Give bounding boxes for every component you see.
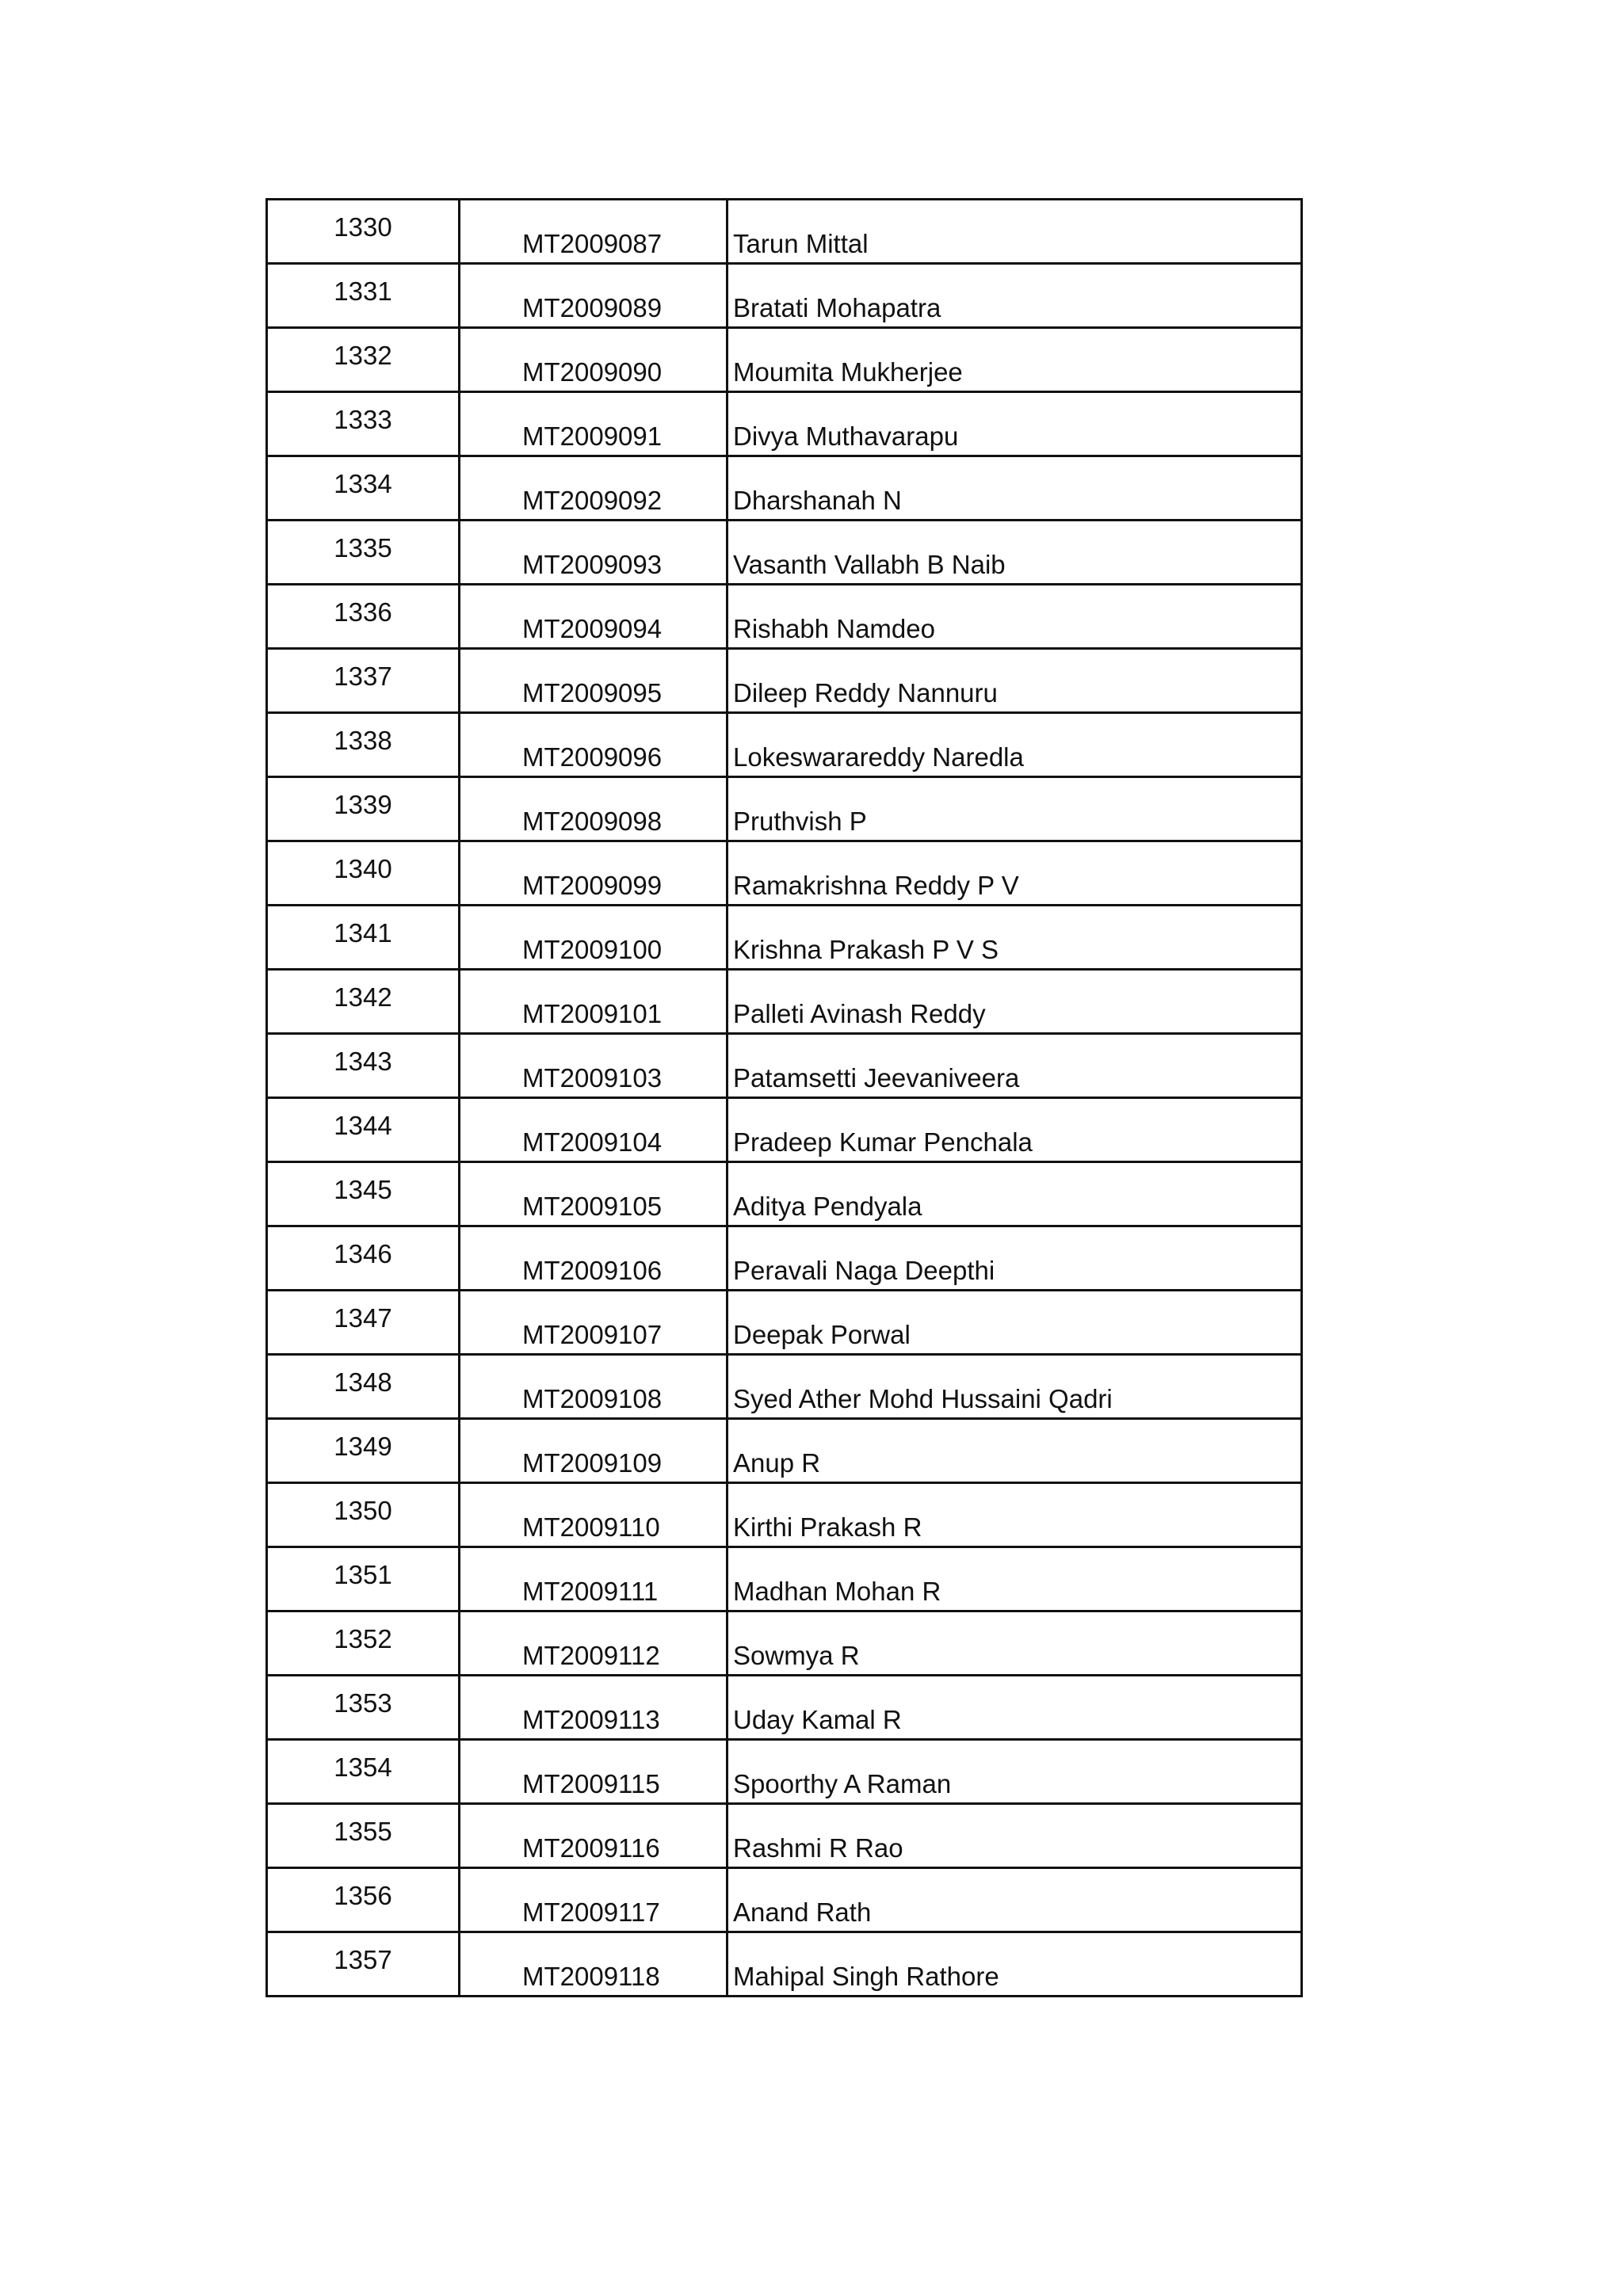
table-row	[267, 1034, 1302, 1098]
student-name-text: Uday Kamal R	[733, 1705, 902, 1734]
roll-number-cell	[460, 392, 727, 456]
roll-number-cell	[460, 200, 727, 264]
student-name-cell	[727, 1162, 1302, 1226]
roll-number-cell	[460, 456, 727, 521]
serial-number-text: 1334	[334, 469, 392, 498]
roll-number-text: MT2009115	[522, 1769, 660, 1798]
roll-number-cell	[460, 1547, 727, 1611]
student-name-text: Kirthi Prakash R	[733, 1512, 922, 1542]
serial-number-text: 1350	[334, 1496, 392, 1525]
serial-number-cell	[267, 392, 460, 456]
table-row	[267, 585, 1302, 649]
roll-number-text: MT2009090	[522, 357, 663, 387]
table-row	[267, 392, 1302, 456]
student-name-cell	[727, 1291, 1302, 1355]
serial-number-cell	[267, 1291, 460, 1355]
serial-number-cell	[267, 1676, 460, 1740]
student-name-text: Palleti Avinash Reddy	[733, 999, 986, 1028]
student-name-cell	[727, 906, 1302, 970]
table-row	[267, 1547, 1302, 1611]
serial-number-cell	[267, 328, 460, 392]
serial-number-text: 1344	[334, 1111, 392, 1140]
student-name-cell	[727, 264, 1302, 328]
roll-number-text: MT2009099	[522, 871, 663, 900]
roll-number-cell	[460, 713, 727, 777]
serial-number-cell	[267, 1483, 460, 1547]
serial-number-text: 1347	[334, 1303, 392, 1333]
roll-number-cell	[460, 328, 727, 392]
student-name-text: Mahipal Singh Rathore	[733, 1962, 999, 1991]
student-roster-table	[265, 198, 1303, 1997]
student-name-text: Lokeswarareddy Naredla	[733, 742, 1024, 772]
student-name-cell	[727, 777, 1302, 841]
document-page	[265, 198, 1300, 1997]
table-row	[267, 713, 1302, 777]
student-name-text: Spoorthy A Raman	[733, 1769, 952, 1798]
student-name-text: Patamsetti Jeevaniveera	[733, 1063, 1020, 1093]
serial-number-cell	[267, 1804, 460, 1868]
roll-number-cell	[460, 1676, 727, 1740]
serial-number-text: 1333	[334, 405, 392, 434]
roll-number-text: MT2009092	[522, 486, 663, 515]
student-name-text: Madhan Mohan R	[733, 1577, 941, 1606]
table-row	[267, 200, 1302, 264]
roll-number-text: MT2009093	[522, 550, 663, 579]
roll-number-cell	[460, 1162, 727, 1226]
student-name-text: Pradeep Kumar Penchala	[733, 1127, 1033, 1157]
student-name-cell	[727, 1932, 1302, 1997]
serial-number-cell	[267, 1162, 460, 1226]
table-row	[267, 1676, 1302, 1740]
table-row	[267, 1162, 1302, 1226]
student-name-cell	[727, 841, 1302, 906]
student-name-cell	[727, 1804, 1302, 1868]
table-row	[267, 1355, 1302, 1419]
student-name-text: Ramakrishna Reddy P V	[733, 871, 1019, 900]
student-name-cell	[727, 456, 1302, 521]
student-name-text: Tarun Mittal	[733, 229, 869, 258]
serial-number-cell	[267, 1932, 460, 1997]
student-name-text: Anand Rath	[733, 1897, 872, 1927]
serial-number-cell	[267, 970, 460, 1034]
roll-number-cell	[460, 1098, 727, 1162]
serial-number-cell	[267, 649, 460, 713]
roll-number-cell	[460, 1291, 727, 1355]
serial-number-text: 1341	[334, 918, 392, 948]
table-row	[267, 1419, 1302, 1483]
serial-number-cell	[267, 585, 460, 649]
serial-number-text: 1352	[334, 1624, 392, 1653]
roll-number-text: MT2009103	[522, 1063, 663, 1093]
student-name-text: Pruthvish P	[733, 807, 867, 836]
student-name-cell	[727, 1868, 1302, 1932]
serial-number-text: 1346	[334, 1239, 392, 1268]
serial-number-text: 1330	[334, 212, 392, 242]
roll-number-cell	[460, 585, 727, 649]
table-row	[267, 1483, 1302, 1547]
serial-number-cell	[267, 1098, 460, 1162]
serial-number-text: 1357	[334, 1945, 392, 1974]
serial-number-text: 1349	[334, 1432, 392, 1461]
table-row	[267, 1868, 1302, 1932]
roll-number-cell	[460, 1226, 727, 1291]
serial-number-cell	[267, 200, 460, 264]
student-name-text: Rishabh Namdeo	[733, 614, 935, 643]
student-name-cell	[727, 1676, 1302, 1740]
roll-number-cell	[460, 1868, 727, 1932]
serial-number-text: 1335	[334, 533, 392, 563]
serial-number-cell	[267, 456, 460, 521]
serial-number-cell	[267, 1355, 460, 1419]
student-name-cell	[727, 1098, 1302, 1162]
student-name-text: Vasanth Vallabh B Naib	[733, 550, 1006, 579]
roll-number-text: MT2009104	[522, 1127, 663, 1157]
table-row	[267, 970, 1302, 1034]
student-name-text: Bratati Mohapatra	[733, 293, 941, 322]
student-name-cell	[727, 1740, 1302, 1804]
roll-number-cell	[460, 1932, 727, 1997]
serial-number-cell	[267, 1868, 460, 1932]
student-name-text: Aditya Pendyala	[733, 1192, 922, 1221]
roll-number-cell	[460, 906, 727, 970]
roll-number-text: MT2009118	[522, 1962, 660, 1991]
serial-number-text: 1340	[334, 854, 392, 883]
serial-number-cell	[267, 1226, 460, 1291]
student-name-text: Deepak Porwal	[733, 1320, 911, 1349]
table-row	[267, 521, 1302, 585]
student-name-text: Krishna Prakash P V S	[733, 935, 999, 964]
table-row	[267, 264, 1302, 328]
serial-number-text: 1345	[334, 1175, 392, 1204]
serial-number-text: 1332	[334, 341, 392, 370]
roll-number-text: MT2009110	[522, 1512, 660, 1542]
serial-number-text: 1356	[334, 1881, 392, 1910]
student-name-text: Syed Ather Mohd Hussaini Qadri	[733, 1384, 1113, 1413]
student-name-cell	[727, 970, 1302, 1034]
serial-number-cell	[267, 841, 460, 906]
serial-number-text: 1338	[334, 726, 392, 755]
roll-number-text: MT2009116	[522, 1833, 660, 1863]
serial-number-text: 1348	[334, 1367, 392, 1397]
roll-number-cell	[460, 1611, 727, 1676]
table-row	[267, 456, 1302, 521]
serial-number-cell	[267, 521, 460, 585]
table-row	[267, 1804, 1302, 1868]
table-row	[267, 1740, 1302, 1804]
student-name-text: Divya Muthavarapu	[733, 421, 959, 451]
student-name-text: Peravali Naga Deepthi	[733, 1256, 995, 1285]
student-name-cell	[727, 585, 1302, 649]
student-name-cell	[727, 1034, 1302, 1098]
serial-number-cell	[267, 713, 460, 777]
student-name-text: Dileep Reddy Nannuru	[733, 678, 998, 707]
serial-number-text: 1331	[334, 277, 392, 306]
roll-number-cell	[460, 1355, 727, 1419]
roll-number-cell	[460, 1419, 727, 1483]
roll-number-text: MT2009095	[522, 678, 663, 707]
roll-number-text: MT2009106	[522, 1256, 663, 1285]
serial-number-cell	[267, 777, 460, 841]
serial-number-text: 1355	[334, 1817, 392, 1846]
roll-number-cell	[460, 649, 727, 713]
roster-body	[267, 200, 1302, 1997]
roll-number-text: MT2009100	[522, 935, 663, 964]
student-name-text: Rashmi R Rao	[733, 1833, 903, 1863]
serial-number-cell	[267, 264, 460, 328]
roll-number-text: MT2009117	[522, 1897, 660, 1927]
roll-number-cell	[460, 1483, 727, 1547]
serial-number-cell	[267, 1740, 460, 1804]
serial-number-text: 1336	[334, 597, 392, 627]
table-row	[267, 906, 1302, 970]
table-row	[267, 1932, 1302, 1997]
serial-number-cell	[267, 1547, 460, 1611]
serial-number-text: 1351	[334, 1560, 392, 1589]
roll-number-cell	[460, 1740, 727, 1804]
roll-number-text: MT2009096	[522, 742, 663, 772]
roll-number-cell	[460, 970, 727, 1034]
serial-number-text: 1353	[334, 1688, 392, 1718]
student-name-cell	[727, 1483, 1302, 1547]
table-row	[267, 777, 1302, 841]
roll-number-text: MT2009087	[522, 229, 663, 258]
serial-number-text: 1342	[334, 982, 392, 1012]
serial-number-text: 1339	[334, 790, 392, 819]
serial-number-cell	[267, 1419, 460, 1483]
serial-number-text: 1354	[334, 1753, 392, 1782]
student-name-text: Sowmya R	[733, 1641, 860, 1670]
serial-number-text: 1337	[334, 662, 392, 691]
table-row	[267, 841, 1302, 906]
student-name-cell	[727, 1355, 1302, 1419]
table-row	[267, 1291, 1302, 1355]
roll-number-cell	[460, 521, 727, 585]
roll-number-cell	[460, 777, 727, 841]
serial-number-cell	[267, 906, 460, 970]
student-name-cell	[727, 392, 1302, 456]
roll-number-text: MT2009108	[522, 1384, 663, 1413]
roll-number-text: MT2009111	[522, 1577, 659, 1606]
roll-number-text: MT2009091	[522, 421, 663, 451]
roll-number-cell	[460, 1034, 727, 1098]
student-name-cell	[727, 200, 1302, 264]
table-row	[267, 1611, 1302, 1676]
student-name-cell	[727, 1226, 1302, 1291]
student-name-cell	[727, 328, 1302, 392]
student-name-cell	[727, 521, 1302, 585]
serial-number-text: 1343	[334, 1047, 392, 1076]
serial-number-cell	[267, 1034, 460, 1098]
roll-number-cell	[460, 1804, 727, 1868]
roll-number-text: MT2009094	[522, 614, 663, 643]
roll-number-cell	[460, 841, 727, 906]
student-name-cell	[727, 649, 1302, 713]
table-row	[267, 649, 1302, 713]
student-name-text: Moumita Mukherjee	[733, 357, 963, 387]
roll-number-text: MT2009113	[522, 1705, 660, 1734]
roll-number-text: MT2009105	[522, 1192, 663, 1221]
table-row	[267, 328, 1302, 392]
roll-number-text: MT2009098	[522, 807, 663, 836]
student-name-text: Dharshanah N	[733, 486, 902, 515]
serial-number-cell	[267, 1611, 460, 1676]
student-name-cell	[727, 1419, 1302, 1483]
student-name-cell	[727, 713, 1302, 777]
student-name-cell	[727, 1611, 1302, 1676]
student-name-cell	[727, 1547, 1302, 1611]
table-row	[267, 1098, 1302, 1162]
roll-number-text: MT2009101	[522, 999, 663, 1028]
student-name-text: Anup R	[733, 1448, 821, 1478]
roll-number-text: MT2009109	[522, 1448, 663, 1478]
table-row	[267, 1226, 1302, 1291]
roll-number-text: MT2009089	[522, 293, 663, 322]
roll-number-text: MT2009112	[522, 1641, 660, 1670]
roll-number-cell	[460, 264, 727, 328]
roll-number-text: MT2009107	[522, 1320, 663, 1349]
